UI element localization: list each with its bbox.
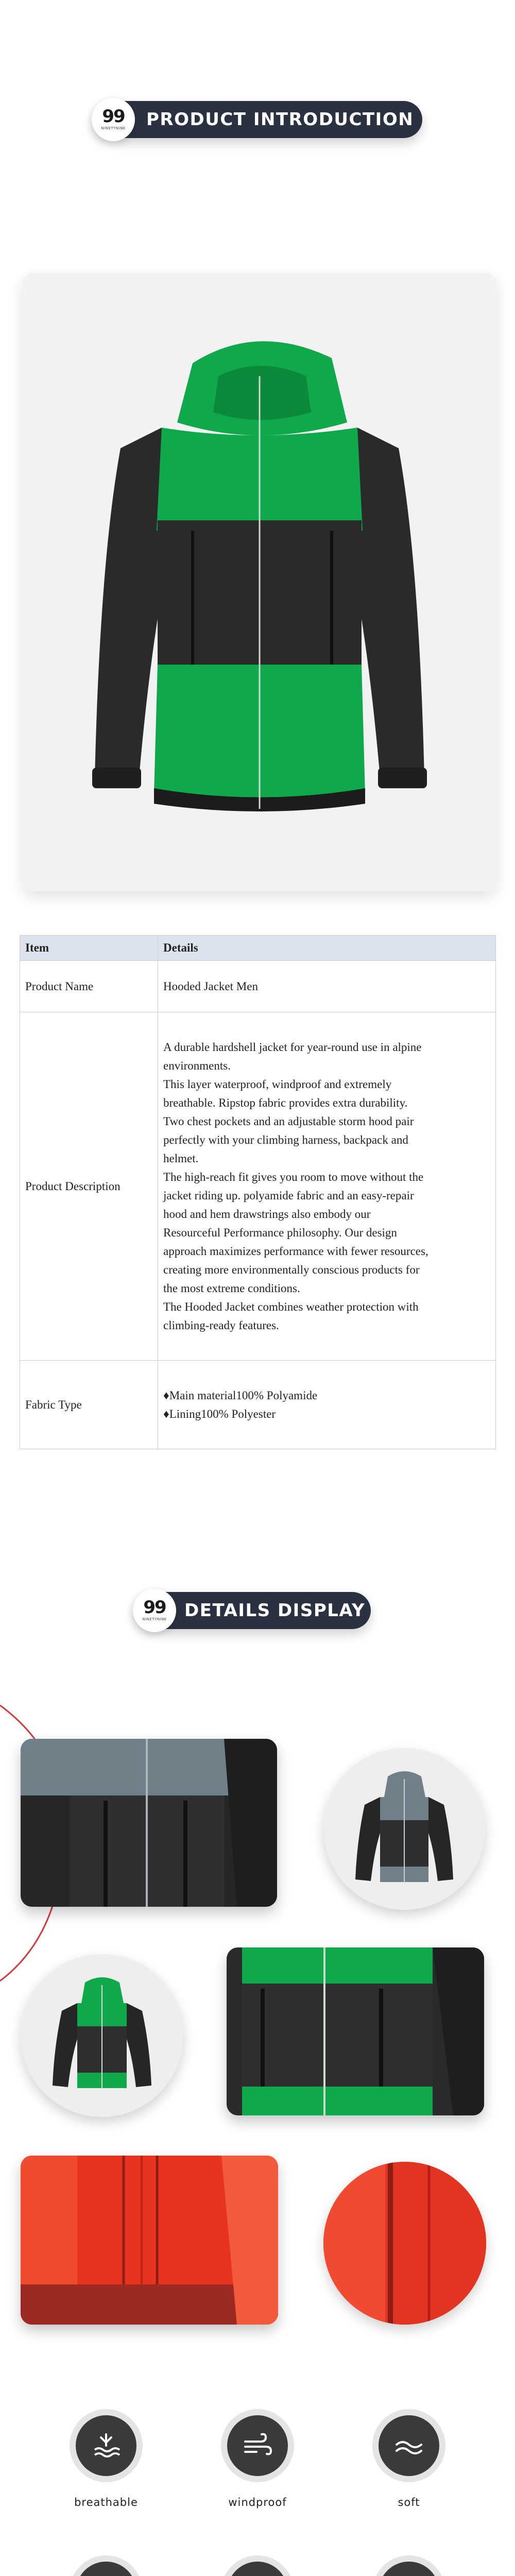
feature-soft: soft [352,2409,466,2509]
feature-spot-quick-delivery [201,2555,314,2576]
row-value-description: A durable hardshell jacket for year-round use in alpine environments. This layer waterproof, windproof and extremely breathable. Ripstop fabric provides extra durability. Two chest pockets and an adjustable storm hood pair perfectly with your climbing harness, backpack and helmet. The high-reach fit gives you room to move without the jacket riding up. polyamide fabric and an easy-repair hood and hem drawstrings also embody our Resourceful Performance philosophy. Our design approach maximizes performance with fewer resources, creating more environmentally conscious products for the most extreme conditions. The Hooded Jacket combines weather protection with climbing-ready features. [158,1012,496,1361]
breathable-icon [91,2430,122,2461]
table-row [20,1012,496,1361]
detail-image-chest-grey [21,1739,277,1907]
feature-breathable: breathable [49,2409,163,2509]
section-title: DETAILS DISPLAY [184,1600,366,1621]
table-header-row [20,936,496,961]
jacket-green-illustration [21,1954,183,2117]
jacket-detail-illustration [227,1947,484,2115]
feature-thickened-material [49,2555,163,2576]
jacket-zip-illustration [323,2162,486,2325]
jacket-detail-illustration [21,1739,277,1907]
hero-product-image [23,273,496,891]
table-row [20,1361,496,1449]
feature-quality-assurance [352,2555,466,2576]
table-row [20,961,496,1012]
detail-image-chest-green [227,1947,484,2115]
soft-icon [393,2430,424,2461]
detail-image-chest-red [21,2156,278,2325]
row-value: Hooded Jacket Men [158,961,496,1012]
detail-image-full-green [21,1954,183,2117]
row-label: Product Description [20,1012,158,1361]
row-label: Product Name [20,961,158,1012]
header-details: Details [158,936,496,961]
row-value-fabric: ♦Main material100% Polyamide ♦Lining100% Polyester [158,1361,496,1449]
detail-image-full-grey [323,1748,485,1910]
feature-windproof: windproof [201,2409,314,2509]
row-label: Fabric Type [20,1361,158,1449]
product-spec-table [20,935,496,1449]
detail-image-zip-red [323,2162,486,2325]
section-title: PRODUCT INTRODUCTION [146,109,414,130]
brand-logo: 99 NINETYNINE [92,98,135,141]
details-display-header [134,1592,371,1629]
jacket-detail-illustration [21,2156,278,2325]
product-introduction-header [93,101,422,138]
jacket-illustration [23,273,496,891]
windproof-icon [242,2430,273,2461]
jacket-grey-illustration [323,1748,485,1910]
brand-logo: 99 NINETYNINE [133,1589,176,1632]
header-item: Item [20,936,158,961]
